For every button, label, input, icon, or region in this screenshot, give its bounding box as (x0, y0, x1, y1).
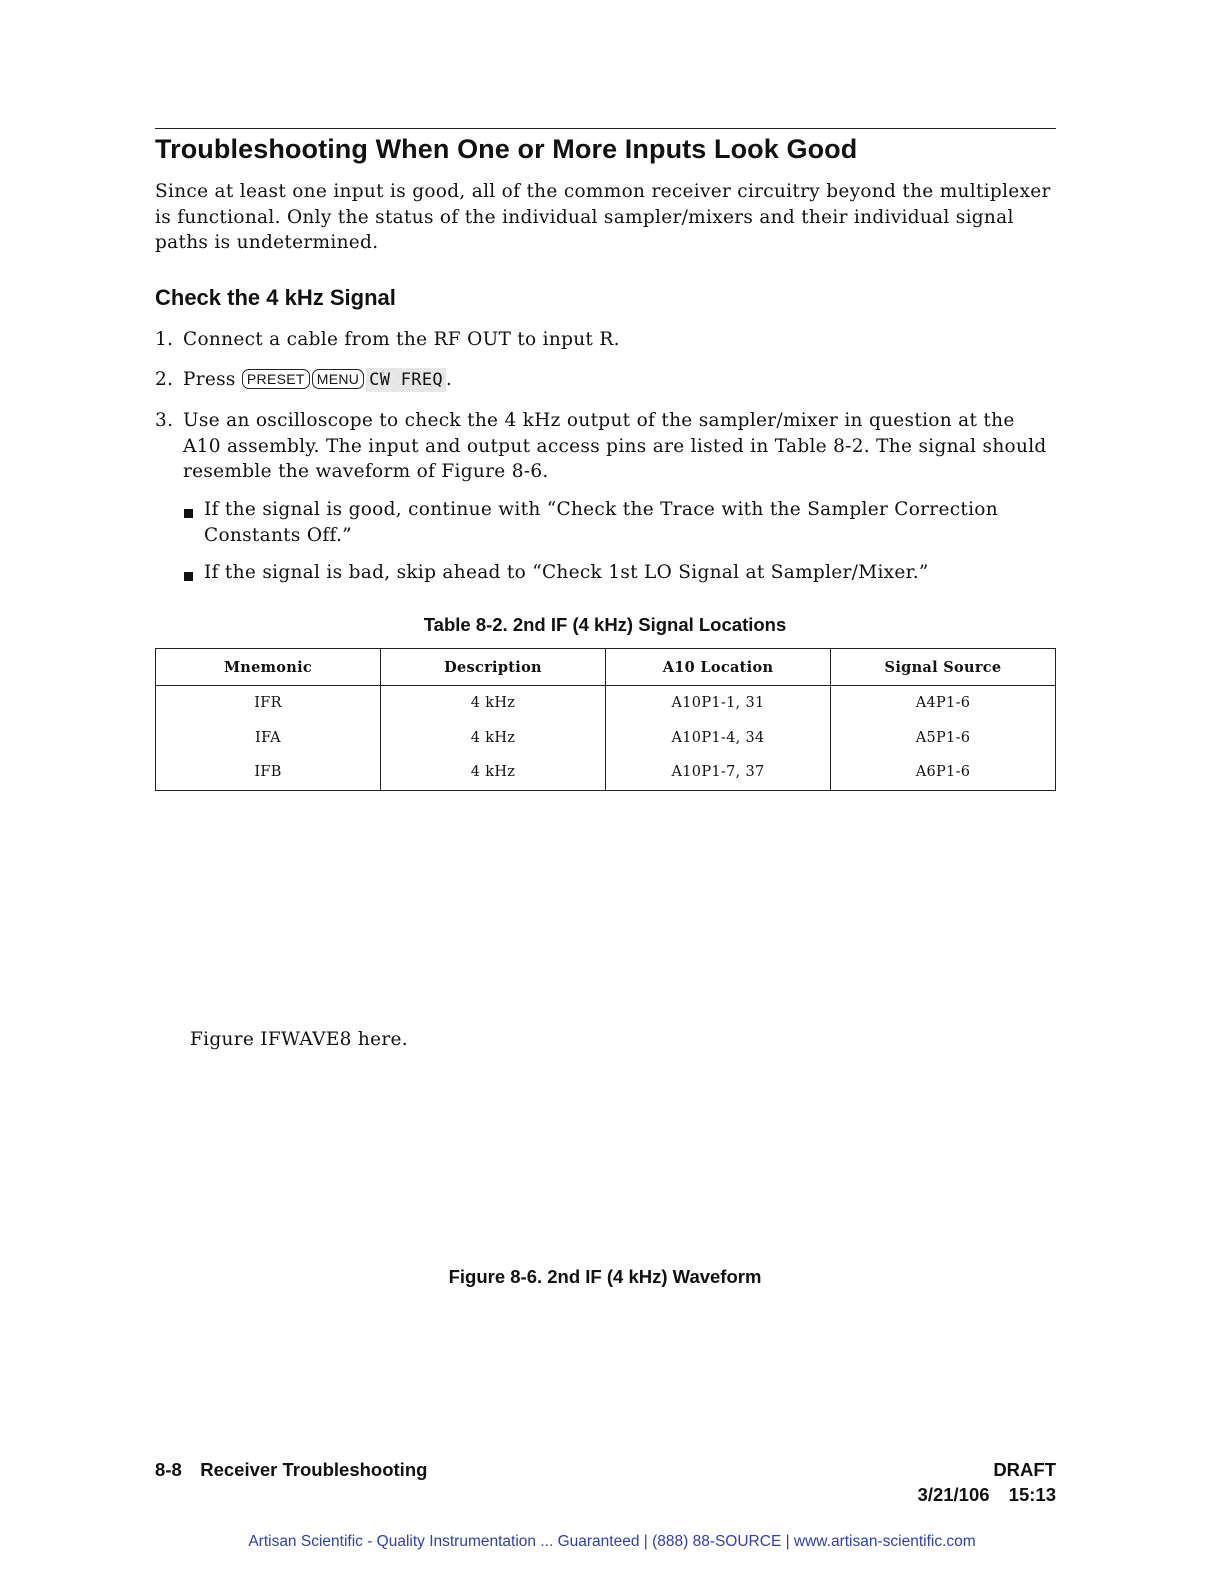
table-header-row (156, 649, 1056, 686)
column-header: Signal Source (831, 649, 1056, 686)
table-cell: A4P1-6 (831, 686, 1056, 721)
step-text: Use an oscilloscope to check the 4 kHz output of the sampler/mixer in question at the A10 assembly. The input and output access pins are listed in Table 8-2. The signal should resemble the waveform of Figure 8-6. (183, 410, 1047, 482)
press-label: Press (183, 369, 236, 390)
table-cell: A5P1-6 (831, 721, 1056, 756)
step-number: 2. (155, 369, 174, 390)
table-cell: A10P1-7, 37 (606, 755, 831, 790)
step-text: Connect a cable from the RF OUT to input R. (183, 329, 620, 350)
table-cell: 4 kHz (381, 755, 606, 790)
top-rule (155, 128, 1056, 129)
step-number: 1. (155, 329, 174, 350)
table-cell: A10P1-1, 31 (606, 686, 831, 721)
table-row (156, 686, 1056, 721)
footer-date: 3/21/106 15:13 (917, 1484, 1056, 1505)
footer-draft-status: DRAFT (993, 1459, 1056, 1480)
table-cell: 4 kHz (381, 686, 606, 721)
column-header: Mnemonic (156, 649, 381, 686)
section-title: Troubleshooting When One or More Inputs Look Good (155, 134, 858, 164)
menu-key: MENU (312, 369, 364, 389)
table-cell: 4 kHz (381, 721, 606, 756)
bullet-text: If the signal is bad, skip ahead to “Check 1st LO Signal at Sampler/Mixer.” (204, 562, 929, 583)
figure-placeholder: Figure IFWAVE8 here. (190, 1029, 408, 1050)
cw-freq-softkey: CW FREQ (366, 368, 446, 392)
subsection-title: Check the 4 kHz Signal (155, 285, 396, 310)
figure-caption: Figure 8-6. 2nd IF (4 kHz) Waveform (448, 1266, 762, 1287)
table-caption: Table 8-2. 2nd IF (4 kHz) Signal Locations (423, 614, 787, 635)
square-bullet-icon (184, 572, 193, 581)
column-header: Description (381, 649, 606, 686)
table-cell: IFA (156, 721, 381, 756)
table-row (156, 721, 1056, 756)
table-row (156, 755, 1056, 790)
table-cell: IFB (156, 755, 381, 790)
intro-paragraph: Since at least one input is good, all of the common receiver circuitry beyond the multiplexer is functional. Only the status of the individual sampler/mixers and their individual signal paths is undetermined. (155, 181, 1051, 253)
footer-page-label: 8-8 Receiver Troubleshooting (155, 1459, 428, 1480)
table-cell: A10P1-4, 34 (606, 721, 831, 756)
watermark-link[interactable]: Artisan Scientific - Quality Instrumentation ... Guaranteed | (888) 88-SOURCE | www.artisan-scientific.com (248, 1533, 976, 1550)
table-cell: IFR (156, 686, 381, 721)
step-number: 3. (155, 410, 174, 431)
step-text (183, 367, 1063, 393)
square-bullet-icon (184, 509, 193, 518)
step-2-period: . (445, 369, 453, 390)
column-header: A10 Location (606, 649, 831, 686)
preset-key: PRESET (242, 369, 310, 389)
bullet-text: If the signal is good, continue with “Check the Trace with the Sampler Correction Constants Off.” (204, 499, 998, 546)
signal-locations-table (155, 648, 1056, 791)
table-cell: A6P1-6 (831, 755, 1056, 790)
